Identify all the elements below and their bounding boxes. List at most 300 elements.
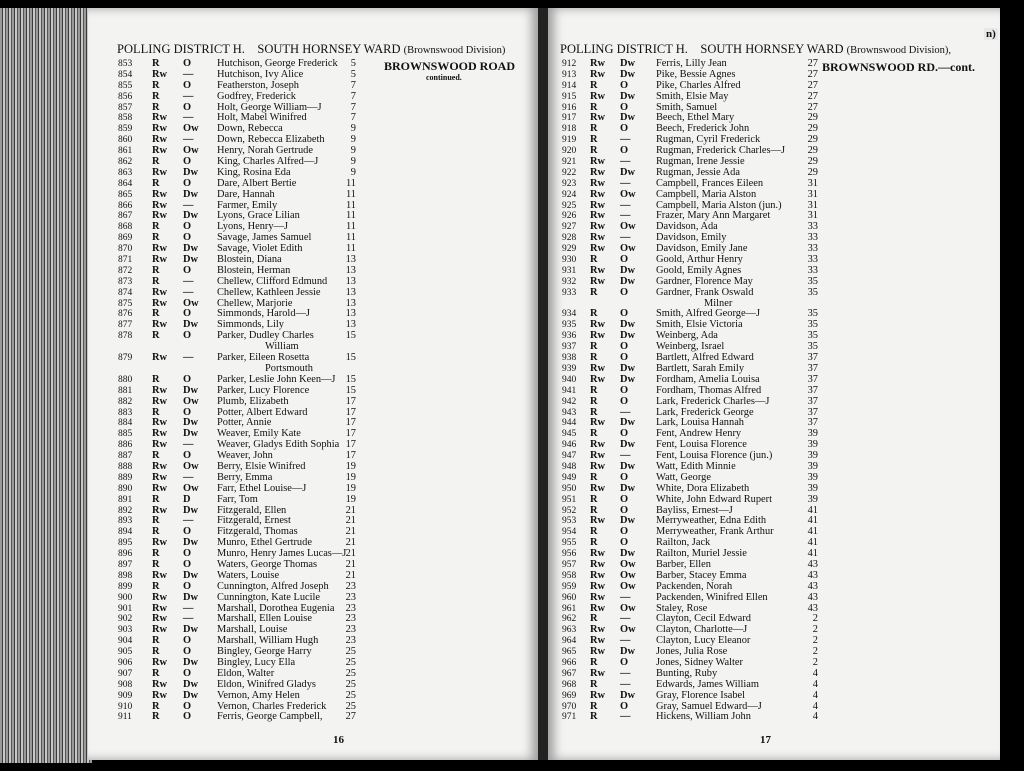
elector-number: 910 [118,701,133,712]
elector-number: 936 [562,331,577,342]
qualification-residence: Rw [152,199,168,211]
qualification-residence: Rw [590,450,606,462]
elector-number: 888 [118,461,133,472]
elector-number: 930 [562,255,577,266]
elector-number: 956 [562,549,577,560]
qualification-occupation: Dw [620,166,636,178]
house-number: 27 [807,101,818,113]
qualification-occupation: Ow [620,580,636,592]
house-number: 41 [807,515,818,527]
qualification-occupation: O [183,232,192,244]
elector-number: 883 [118,407,133,418]
house-number: 21 [345,569,356,581]
elector-number: 891 [118,494,133,505]
elector-number: 889 [118,472,133,483]
qualification-residence: R [152,515,160,527]
qualification-occupation: Dw [620,264,636,276]
elector-number: 927 [562,222,577,233]
qualification-occupation: — [620,591,631,603]
house-number: 31 [807,210,818,222]
qualification-occupation: Dw [620,90,636,102]
right-page-number: 17 [760,734,771,746]
house-number: 43 [807,569,818,581]
qualification-occupation: O [183,526,192,538]
qualification-occupation: Dw [620,362,636,374]
street-heading: BROWNSWOOD ROAD [384,59,516,73]
qualification-residence: Rw [590,362,606,374]
qualification-residence: Rw [152,613,168,625]
elector-number: 892 [118,505,133,516]
elector-name: Munro, Henry James Lucas—J [217,548,347,560]
elector-name: Vernon, Amy Helen [217,689,300,701]
qualification-occupation: Ow [620,558,636,570]
elector-number: 945 [562,429,577,440]
qualification-residence: R [152,635,160,647]
elector-name: Packenden, Norah [656,580,733,592]
right-page [546,8,1000,760]
house-number: 37 [807,352,818,364]
elector-name-continued: William [265,341,299,353]
qualification-occupation: Ow [183,145,199,157]
house-number: 43 [807,591,818,603]
qualification-residence: Rw [590,460,606,472]
qualification-residence: R [152,548,160,560]
elector-name: Lyons, Grace Lilian [217,210,300,222]
elector-number: 958 [562,570,577,581]
qualification-residence: R [152,221,160,233]
elector-name: Smith, Elsie Victoria [656,319,743,331]
qualification-residence: Rw [152,319,168,331]
house-number: 35 [807,341,818,353]
house-number: 19 [345,460,356,472]
house-number: 39 [807,493,818,505]
qualification-residence: Rw [590,243,606,255]
qualification-residence: R [590,134,598,146]
elector-number: 922 [562,167,577,178]
house-number: 29 [807,134,818,146]
qualification-residence: R [152,177,160,189]
house-number: 37 [807,384,818,396]
qualification-occupation: Dw [183,678,199,690]
elector-name: Beech, Ethel Mary [656,112,735,124]
qualification-residence: R [152,526,160,538]
qualification-occupation: O [183,558,192,570]
street-heading: BROWNSWOOD RD.—cont. [822,60,976,74]
elector-name: Merryweather, Edna Edith [656,515,767,527]
elector-name: Marshall, Dorothea Eugenia [217,602,335,614]
qualification-residence: R [152,406,160,418]
house-number: 29 [807,123,818,135]
qualification-residence: Rw [152,591,168,603]
elector-number: 905 [118,647,133,658]
qualification-residence: Rw [152,352,168,364]
house-number: 25 [345,667,356,679]
elector-number: 949 [562,472,577,483]
house-number: 11 [345,188,356,200]
elector-number: 926 [562,211,577,222]
qualification-occupation: Dw [183,243,199,255]
qualification-occupation: O [620,341,629,353]
house-number: 2 [812,635,818,647]
elector-name: Hutchison, Ivy Alice [217,68,304,80]
elector-number: 924 [562,189,577,200]
qualification-residence: R [152,156,160,168]
house-number: 29 [807,145,818,157]
house-number: 37 [807,417,818,429]
qualification-residence: R [590,352,598,364]
qualification-residence: Rw [152,624,168,636]
ward-name: SOUTH HORNSEY WARD [257,42,401,56]
elector-number: 943 [562,407,577,418]
house-number: 9 [350,145,356,157]
house-number: 25 [345,678,356,690]
elector-number: 899 [118,581,133,592]
left-page-number: 16 [333,734,344,746]
qualification-occupation: O [183,156,192,168]
elector-name: Hutchison, George Frederick [217,58,338,69]
qualification-occupation: — [183,515,194,527]
elector-name: Parker, Dudley Charles [217,330,314,342]
elector-name: Eldon, Winifred Gladys [217,678,316,690]
qualification-residence: Rw [152,656,168,668]
elector-name: Bartlett, Alfred Edward [656,352,754,364]
elector-name: Plumb, Elizabeth [217,395,289,407]
elector-name: White, Dora Elizabeth [656,482,750,494]
qualification-residence: Rw [152,112,168,124]
house-number: 15 [345,330,356,342]
qualification-residence: Rw [152,254,168,266]
qualification-residence: R [152,700,160,712]
book-page-edges [0,8,92,763]
qualification-residence: Rw [590,646,606,658]
house-number: 41 [807,537,818,549]
house-number: 7 [350,79,356,91]
qualification-residence: Rw [590,667,606,679]
elector-number: 957 [562,559,577,570]
house-number: 2 [812,646,818,658]
house-number: 25 [345,656,356,668]
qualification-occupation: — [620,156,631,168]
house-number: 23 [345,613,356,625]
qualification-occupation: O [183,373,192,385]
qualification-occupation: — [183,275,194,287]
qualification-occupation: O [183,635,192,647]
qualification-residence: Rw [152,384,168,396]
qualification-residence: R [152,580,160,592]
elector-name: Ferris, Lilly Jean [656,58,727,69]
qualification-residence: Rw [152,395,168,407]
qualification-occupation: Dw [620,417,636,429]
elector-number: 902 [118,614,133,625]
qualification-residence: Rw [152,678,168,690]
elector-name: Cunnington, Kate Lucile [217,591,321,603]
house-number: 19 [345,471,356,483]
elector-number: 968 [562,679,577,690]
elector-name: Lark, Frederick Charles—J [656,395,770,407]
qualification-occupation: Dw [620,319,636,331]
house-number: 4 [812,711,818,723]
elector-name: Parker, Lucy Florence [217,384,310,396]
qualification-residence: Rw [590,232,606,244]
house-number: 29 [807,166,818,178]
qualification-occupation: Ow [620,188,636,200]
house-number: 27 [807,58,818,69]
elector-name: Simmonds, Harold—J [217,308,310,320]
house-number: 37 [807,406,818,418]
elector-name: Bartlett, Sarah Emily [656,362,745,374]
elector-number: 916 [562,102,577,113]
qualification-occupation: O [620,656,629,668]
qualification-residence: Rw [590,90,606,102]
elector-name: Smith, Samuel [656,101,718,113]
elector-number: 917 [562,113,577,124]
elector-number: 954 [562,527,577,538]
qualification-residence: R [152,667,160,679]
qualification-occupation: Ow [183,395,199,407]
qualification-occupation: — [620,210,631,222]
house-number: 21 [345,504,356,516]
house-number: 39 [807,460,818,472]
elector-number: 908 [118,679,133,690]
qualification-occupation: Dw [183,417,199,429]
house-number: 15 [345,373,356,385]
qualification-residence: R [590,537,598,549]
elector-name: Featherston, Joseph [217,79,299,91]
elector-name: Bunting, Ruby [656,667,718,679]
elector-name: Waters, Louise [217,569,280,581]
qualification-residence: Rw [590,58,606,69]
elector-name: Goold, Emily Agnes [656,264,742,276]
qualification-residence: R [590,341,598,353]
house-number: 13 [345,286,356,298]
qualification-residence: Rw [590,177,606,189]
elector-number: 866 [118,200,133,211]
elector-number: 955 [562,538,577,549]
qualification-occupation: O [620,79,629,91]
qualification-occupation: Dw [183,210,199,222]
qualification-occupation: O [620,395,629,407]
elector-name: Clayton, Cecil Edward [656,613,751,625]
qualification-occupation: O [183,330,192,342]
house-number: 27 [807,90,818,102]
qualification-residence: R [590,711,598,723]
elector-number: 947 [562,451,577,462]
elector-name: Pike, Bessie Agnes [656,68,736,80]
elector-number: 967 [562,668,577,679]
qualification-residence: R [590,395,598,407]
elector-number: 920 [562,146,577,157]
house-number: 21 [345,537,356,549]
qualification-residence: R [152,232,160,244]
elector-number: 903 [118,625,133,636]
elector-number: 941 [562,385,577,396]
qualification-occupation: O [620,428,629,440]
house-number: 15 [345,384,356,396]
elector-number: 876 [118,309,133,320]
qualification-occupation: O [183,177,192,189]
elector-number: 867 [118,211,133,222]
qualification-occupation: Ow [620,624,636,636]
qualification-occupation: Dw [183,569,199,581]
qualification-residence: R [152,646,160,658]
elector-name: King, Rosina Eda [217,166,291,178]
elector-number: 884 [118,418,133,429]
elector-number: 868 [118,222,133,233]
elector-number: 928 [562,233,577,244]
qualification-residence: Rw [152,286,168,298]
house-number: 13 [345,275,356,287]
qualification-occupation: Dw [183,624,199,636]
qualification-occupation: O [183,101,192,113]
house-number: 7 [350,112,356,124]
qualification-residence: Rw [590,558,606,570]
elector-name: Gray, Samuel Edward—J [656,700,762,712]
elector-number: 901 [118,603,133,614]
right-page-header [560,42,951,57]
elector-number: 961 [562,603,577,614]
elector-number: 872 [118,265,133,276]
qualification-occupation: O [620,123,629,135]
qualification-occupation: — [183,352,194,364]
elector-name: Lark, Louisa Hannah [656,417,745,429]
qualification-residence: Rw [590,624,606,636]
house-number: 25 [345,700,356,712]
qualification-residence: R [590,504,598,516]
elector-name: Parker, Leslie John Keen—J [217,373,336,385]
elector-name: Barber, Ellen [656,558,711,570]
elector-name: Railton, Muriel Jessie [656,548,747,560]
elector-name: Fordham, Amelia Louisa [656,373,760,385]
qualification-occupation: O [620,308,629,320]
elector-number: 878 [118,331,133,342]
qualification-occupation: Ow [183,123,199,135]
elector-number: 935 [562,320,577,331]
house-number: 11 [345,232,356,244]
qualification-occupation: O [183,711,192,723]
elector-name: Blostein, Herman [217,264,291,276]
elector-number: 969 [562,690,577,701]
house-number: 13 [345,297,356,309]
elector-name: Berry, Emma [217,471,273,483]
qualification-occupation: D [183,493,191,505]
elector-number: 925 [562,200,577,211]
division-name: (Brownswood Division), [846,45,952,56]
qualification-residence: R [590,471,598,483]
qualification-residence: R [590,526,598,538]
house-number: 37 [807,395,818,407]
qualification-residence: R [152,450,160,462]
qualification-residence: Rw [590,188,606,200]
elector-number: 906 [118,657,133,668]
qualification-residence: Rw [590,635,606,647]
house-number: 23 [345,602,356,614]
qualification-residence: Rw [590,221,606,233]
house-number: 17 [345,439,356,451]
house-number: 33 [807,254,818,266]
elector-name: Fordham, Thomas Alfred [656,384,762,396]
house-number: 25 [345,646,356,658]
elector-number: 893 [118,516,133,527]
qualification-occupation: O [183,406,192,418]
qualification-residence: R [590,613,598,625]
elector-name: Jones, Julia Rose [656,646,728,658]
elector-number: 896 [118,549,133,560]
qualification-residence: Rw [590,264,606,276]
qualification-residence: R [590,123,598,135]
elector-number: 912 [562,59,577,69]
elector-number: 882 [118,396,133,407]
elector-name: Fent, Louisa Florence (jun.) [656,450,773,462]
qualification-occupation: — [620,406,631,418]
qualification-residence: R [152,264,160,276]
qualification-occupation: — [620,177,631,189]
elector-number: 950 [562,483,577,494]
qualification-residence: Rw [152,210,168,222]
qualification-occupation: Dw [183,319,199,331]
qualification-occupation: — [620,450,631,462]
elector-number: 865 [118,189,133,200]
house-number: 41 [807,526,818,538]
elector-name: Savage, Violet Edith [217,243,303,255]
qualification-residence: R [590,384,598,396]
elector-name: Pike, Charles Alfred [656,79,741,91]
elector-name: Merryweather, Frank Arthur [656,526,774,538]
elector-name: Bingley, George Harry [217,646,312,658]
house-number: 23 [345,635,356,647]
qualification-residence: Rw [590,166,606,178]
elector-name: Jones, Sidney Walter [656,656,743,668]
elector-name: Rugman, Frederick Charles—J [656,145,785,157]
qualification-residence: Rw [152,166,168,178]
qualification-residence: R [152,101,160,113]
qualification-occupation: O [183,646,192,658]
house-number: 4 [812,700,818,712]
qualification-residence: Rw [152,602,168,614]
elector-name: Marshall, Ellen Louise [217,613,312,625]
elector-number: 880 [118,374,133,385]
elector-name: Fitzgerald, Thomas [217,526,298,538]
elector-name: Campbell, Frances Eileen [656,177,764,189]
qualification-residence: R [590,406,598,418]
qualification-occupation: Dw [620,439,636,451]
qualification-residence: R [152,308,160,320]
elector-name: Frazer, Mary Ann Margaret [656,210,771,222]
house-number: 21 [345,526,356,538]
elector-name: Farr, Ethel Louise—J [217,482,307,494]
qualification-occupation: O [620,471,629,483]
house-number: 39 [807,450,818,462]
qualification-occupation: Dw [183,188,199,200]
elector-number: 894 [118,527,133,538]
elector-number: 862 [118,157,133,168]
elector-number: 934 [562,309,577,320]
qualification-residence: R [152,90,160,102]
house-number: 41 [807,504,818,516]
qualification-residence: R [590,79,598,91]
elector-name: Vernon, Charles Frederick [217,700,327,712]
polling-district: POLLING DISTRICT H. [560,42,688,56]
qualification-residence: Rw [152,537,168,549]
elector-number: 953 [562,516,577,527]
qualification-residence: Rw [590,199,606,211]
house-number: 23 [345,624,356,636]
elector-name: Davidson, Emily [656,232,727,244]
house-number: 5 [350,68,356,80]
house-number: 27 [345,711,356,723]
elector-name: Smith, Elsie May [656,90,729,102]
qualification-residence: Rw [590,68,606,80]
qualification-residence: R [152,711,160,723]
